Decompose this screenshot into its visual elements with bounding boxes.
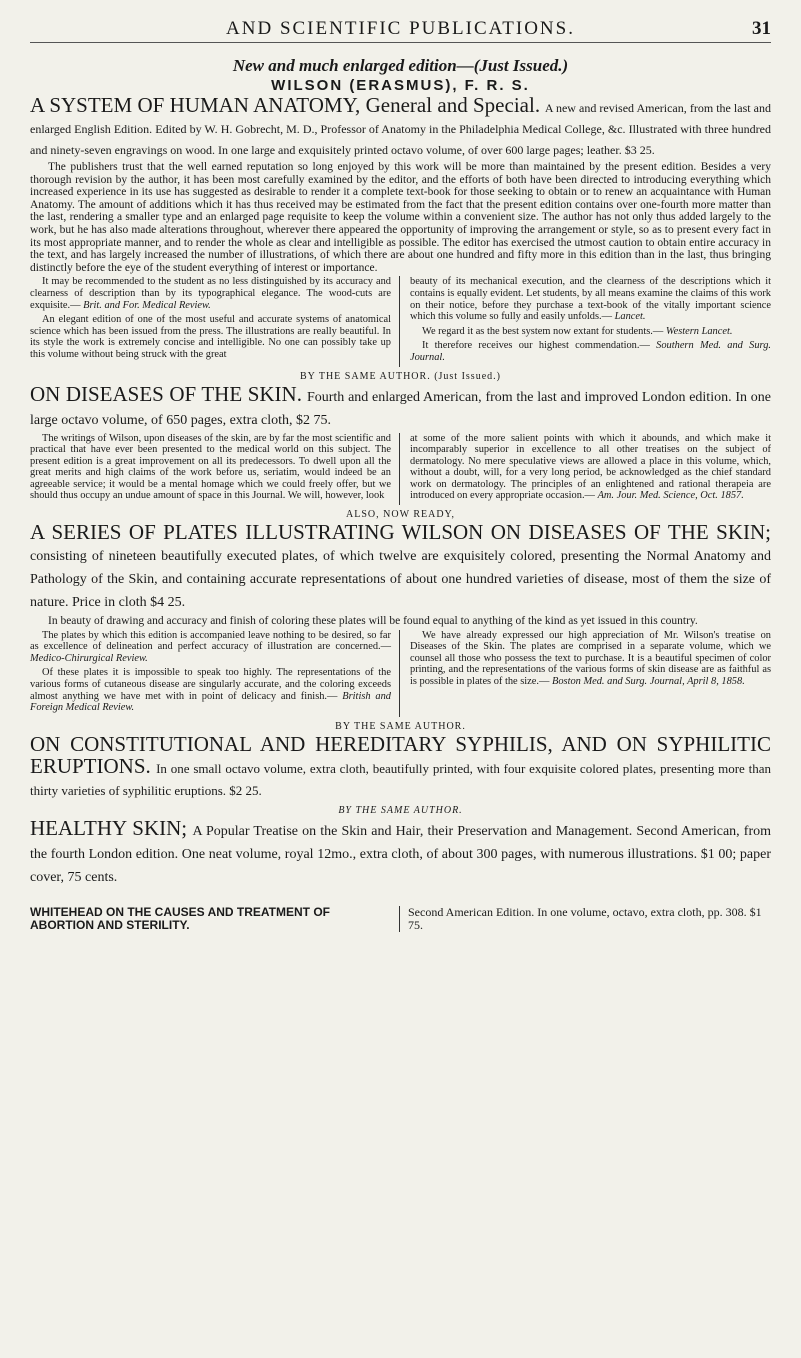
review-quote: The plates by which this edition is accompanied leave nothing to be desired, so far as excellence of delineation and perfect accuracy of illustration are concerned.— Medico-Chirurgical Review. (30, 629, 391, 664)
syphilis-title: ON CONSTITUTIONAL AND HEREDITARY SYPHILIS, AND ON SYPHILITIC ERUPTIONS. (30, 731, 771, 778)
healthy-skin-entry (30, 815, 772, 888)
syphilis-entry (30, 731, 772, 801)
anatomy-entry (30, 95, 771, 159)
page-number: 31 (752, 18, 771, 39)
review-quote: It may be recommended to the student as no less distinguished by its accuracy and clearness of description than by its typographical elegance. The wood-cuts are exquisite.— Brit. and For. Medical Review. (30, 276, 391, 311)
plates-entry (30, 522, 771, 613)
plates-description: In beauty of drawing and accuracy and finish of coloring these plates will be found equal to anything of the kind as yet issued in this country. (48, 615, 698, 628)
syphilis-details: In one small octavo volume, extra cloth, beautifully printed, with four exquisite colored plates, presenting more than thirty varieties of syphilitic eruptions. $2 25. (30, 760, 772, 798)
review-quote: at some of the more salient points with which it abounds, and which make it incomparably superior in excellence to all other treatises on the subject of dermatology. No mere speculative views are allowed a place in this volume, which, without a doubt, will, for a very long period, be acknowledged as the chief standard work on dermatology. The principles of an enlightened and rational therapeia are introduced on every appropriate occasion.— Am. Jour. Med. Science, Oct. 1857. (410, 432, 771, 502)
running-header (30, 18, 771, 43)
skin-details: Fourth and enlarged American, from the last and improved London edition. In one large octavo volume, of 650 pages, extra cloth, $2 75. (30, 389, 771, 428)
plates-reviews (30, 630, 771, 717)
edition-notice: New and much enlarged edition—(Just Issued.) (232, 56, 569, 75)
skin-title: ON DISEASES OF THE SKIN. (30, 381, 302, 406)
review-quote: The writings of Wilson, upon diseases of the skin, are by far the most scientific and practical that have ever been presented to the medical world on this subject. The present edition is a great improvement on all its predecessors. To dwell upon all the great merits and high claims of the work before us, seriatim, would indeed be an agreeable service; it would be a mental homage which we could freely offer, but we should thus occupy an undue amount of space in this Journal. We will, however, look (30, 432, 391, 502)
skin-reviews (30, 433, 771, 506)
healthy-skin-title: HEALTHY SKIN; (30, 815, 188, 840)
review-quote: We regard it as the best system now extant for students.— Western Lancet. (422, 325, 733, 337)
review-quote: Of these plates it is impossible to speak too highly. The representations of the various forms of cutaneous disease are singularly accurate, and the coloring exceeds almost anything we have met with in point of delicacy and finish.— British and Foreign Medical Review. (30, 667, 391, 714)
skin-entry (30, 381, 771, 431)
anatomy-description: The publishers trust that the well earned reputation so long enjoyed by this work will be more than maintained by the present edition. Besides a very thorough revision by the author, it has been most carefully examined by the editor, and the efforts of both have been directed to introducing everything which increased experience in its use has suggested as desirable to render it a complete text-book for those seeking to obtain or to renew an acquaintance with Human Anatomy. The amount of additions which it has thus received may be estimated from the fact that the present edition contains over one-fourth more matter than the last, rendering a smaller type and an enlarged page requisite to keep the volume within a convenient size. The author has not only thus added largely to the work, but he has also made alterations throughout, wherever there appeared the opportunity of improving the arrangement or style, so as to present every fact in its most appropriate manner, and to render the whole as clear and intelligible as possible. The editor has exercised the utmost caution to obtain entire accuracy in the text, and has largely increased the number of illustrations, of which there are about one hundred and fifty more in this edition than in the last, thus bringing distinctly before the eye of the student everything of interest or importance. (30, 161, 771, 274)
whitehead-title: WHITEHEAD ON THE CAUSES AND TREATMENT OF ABORTION AND STERILITY. (30, 906, 400, 932)
review-quote: We have already expressed our high appreciation of Mr. Wilson's treatise on Diseases of the Skin. The plates are comprised in a separate volume, which we counsel all those who possess the text to purchase. It is a beautiful specimen of color printing, and the representations of the various forms of skin disease are as faithful as is possible in plates of the size.— Boston Med. and Surg. Journal, April 8, 1858. (410, 629, 771, 688)
page (30, 0, 771, 1300)
by-same-author: BY THE SAME AUTHOR. (Just Issued.) (300, 370, 501, 382)
whitehead-details: Second American Edition. In one volume, octavo, extra cloth, pp. 308. $1 75. (408, 904, 762, 932)
healthy-skin-details: A Popular Treatise on the Skin and Hair, their Preservation and Management. Second American, from the fourth London edition. One neat volume, royal 12mo., extra cloth, of about 300 pages, with numerous illustrations. $1 00; paper cover, 75 cents. (30, 823, 772, 885)
plates-details: consisting of nineteen beautifully executed plates, of which twelve are exquisitely colored, presenting the Normal Anatomy and Pathology of the Skin, and containing accurate representations of about one hundred varieties of disease, most of them the size of nature. Price in cloth $4 25. (30, 549, 771, 611)
plates-title: A SERIES OF PLATES ILLUSTRATING WILSON ON DISEASES OF THE SKIN; (30, 520, 771, 545)
author-heading: WILSON (ERASMUS), F. R. S. (271, 77, 530, 94)
review-quote: It therefore receives our highest commendation.— Southern Med. and Surg. Journal. (410, 340, 771, 363)
also-now-ready: ALSO, NOW READY, (346, 509, 455, 521)
by-same-author: BY THE SAME AUTHOR. (335, 720, 466, 732)
whitehead-entry (30, 906, 771, 932)
review-quote: An elegant edition of one of the most useful and accurate systems of anatomical science which has been issued from the press. The illustrations are really beautiful. In its style the work is extremely concise and intelligible. No one can possibly take up this volume without being struck with the great (30, 314, 391, 360)
anatomy-details: A new and revised American, from the last and enlarged English Edition. Edited by W. H. Gobrecht, M. D., Professor of Anatomy in the Philadelphia Medical College, &c. Illustrated with three hundred and ninety-seven engravings on wood. In one large and exquisitely printed octavo volume, of over 600 large pages; leather. $3 25. (30, 101, 771, 157)
anatomy-reviews (30, 276, 771, 366)
by-same-author: BY THE SAME AUTHOR. (338, 804, 463, 816)
anatomy-title: A SYSTEM OF HUMAN ANATOMY, General and Special. (30, 93, 541, 117)
review-quote: beauty of its mechanical execution, and the clearness of the descriptions which it contains is equally evident. Let students, by all means examine the claims of this work on their notice, before they purchase a text-book of the vitally important science which this volume so fully and easily unfolds.— Lancet. (410, 276, 771, 323)
running-title: AND SCIENTIFIC PUBLICATIONS. (226, 18, 575, 39)
